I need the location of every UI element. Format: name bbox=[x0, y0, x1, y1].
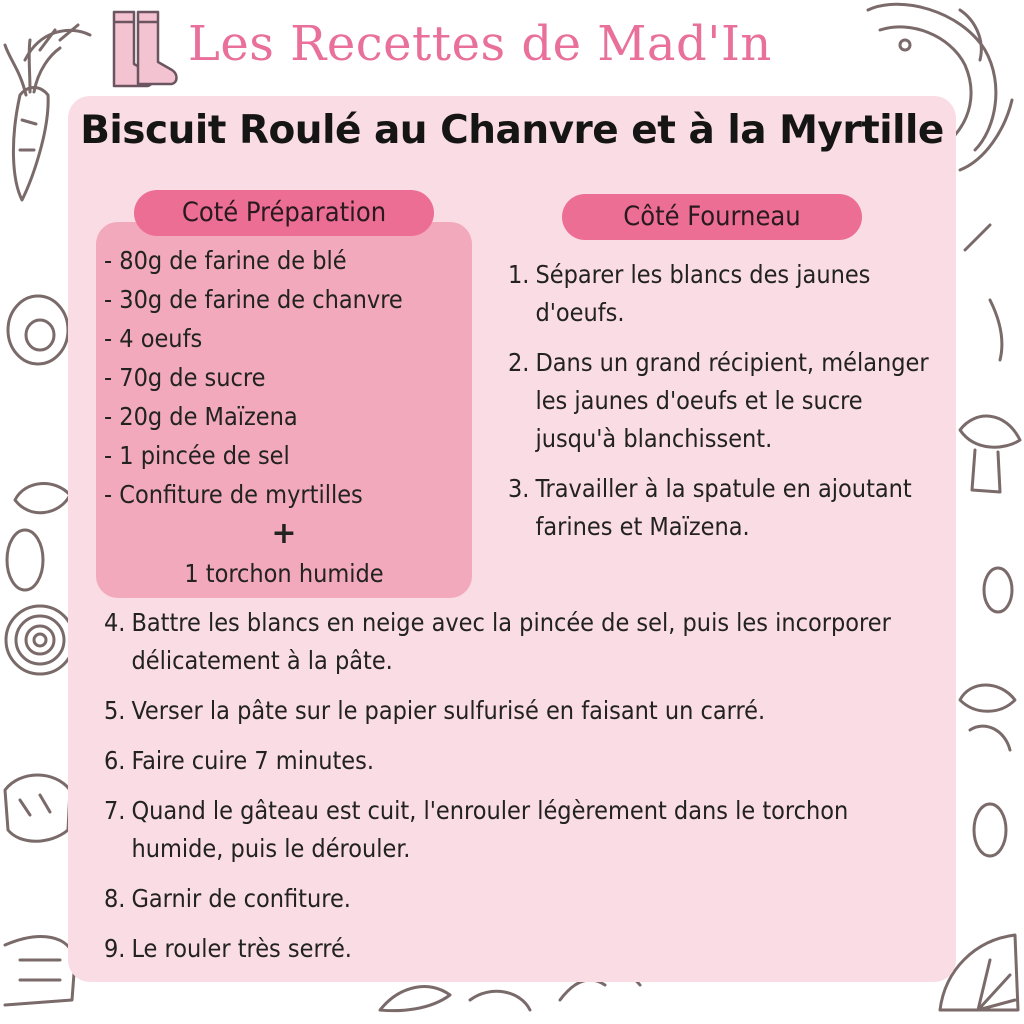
step-item bbox=[104, 792, 944, 868]
bread-icon bbox=[5, 775, 75, 1005]
ingredient-item: - 70g de sucre bbox=[104, 363, 266, 392]
oven-label: Côté Fourneau bbox=[562, 194, 862, 240]
step-item bbox=[104, 692, 944, 730]
carrot-icon bbox=[5, 40, 60, 200]
step-item bbox=[508, 470, 948, 546]
ingredients-list bbox=[104, 241, 474, 514]
ingredient-item: - Confiture de myrtilles bbox=[104, 480, 363, 509]
step-item bbox=[104, 880, 944, 918]
step-text: Séparer les blancs des jaunes d'oeufs. bbox=[535, 260, 871, 327]
ingredient-item: - 20g de Maïzena bbox=[104, 402, 298, 431]
step-number: 3. bbox=[508, 474, 530, 503]
step-text: Travailler à la spatule en ajoutant farines et Maïzena. bbox=[535, 474, 912, 541]
step-number: 9. bbox=[104, 934, 126, 963]
steps-list-top bbox=[508, 256, 948, 558]
ingredient-item: - 4 oeufs bbox=[104, 324, 203, 353]
step-text: Le rouler très serré. bbox=[131, 934, 352, 963]
step-number: 5. bbox=[104, 696, 126, 725]
ingredient-item: - 80g de farine de blé bbox=[104, 246, 347, 275]
step-item bbox=[104, 930, 944, 968]
extra-item: 1 torchon humide bbox=[184, 559, 384, 588]
ingredient-item: - 30g de farine de chanvre bbox=[104, 285, 403, 314]
recipe-title: Biscuit Roulé au Chanvre et à la Myrtille bbox=[80, 108, 944, 153]
plus-sign: + bbox=[271, 516, 297, 551]
recipe-card bbox=[68, 96, 956, 982]
step-number: 8. bbox=[104, 884, 126, 913]
onion-icon bbox=[6, 606, 74, 674]
step-text: Garnir de confiture. bbox=[131, 884, 351, 913]
step-number: 2. bbox=[508, 348, 530, 377]
steps-list-bottom bbox=[104, 604, 944, 980]
boots-icon bbox=[100, 8, 180, 92]
step-text: Faire cuire 7 minutes. bbox=[131, 746, 374, 775]
site-header bbox=[100, 8, 900, 88]
step-item bbox=[104, 604, 944, 680]
step-text: Verser la pâte sur le papier sulfurisé en faisant un carré. bbox=[131, 696, 766, 725]
step-text: Battre les blancs en neige avec la pincée de sel, puis les incorporer délicatement à la pâte. bbox=[131, 608, 891, 675]
step-item bbox=[508, 256, 948, 332]
step-item bbox=[104, 742, 944, 780]
step-number: 6. bbox=[104, 746, 126, 775]
step-number: 1. bbox=[508, 260, 530, 289]
step-number: 4. bbox=[104, 608, 126, 637]
step-text: Quand le gâteau est cuit, l'enrouler légèrement dans le torchon humide, puis le dérouler. bbox=[131, 796, 849, 863]
egg-icon bbox=[7, 296, 68, 590]
site-title: Les Recettes de Mad'In bbox=[188, 16, 772, 72]
ingredient-item: - 1 pincée de sel bbox=[104, 441, 290, 470]
step-item bbox=[508, 344, 948, 458]
preparation-label: Coté Préparation bbox=[134, 190, 434, 236]
step-number: 7. bbox=[104, 796, 126, 825]
step-text: Dans un grand récipient, mélanger les jaunes d'oeufs et le sucre jusqu'à blanchissent. bbox=[535, 348, 929, 453]
